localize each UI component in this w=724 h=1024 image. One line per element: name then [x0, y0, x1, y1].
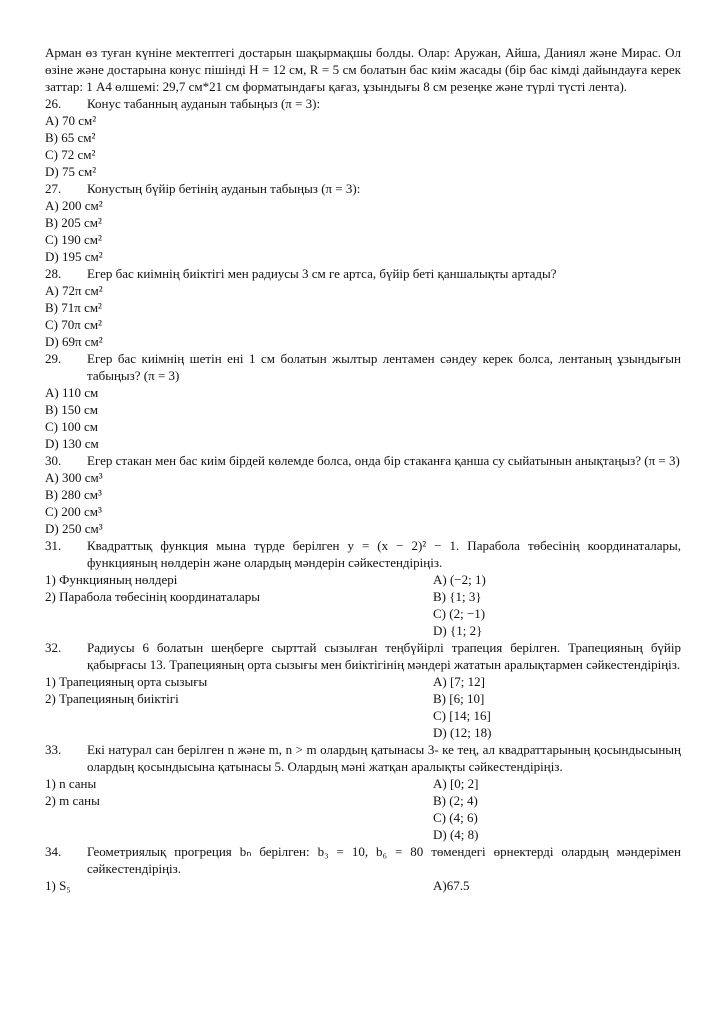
question-text: Радиусы 6 болатын шеңберге сырттай сызылған теңбүйірлі трапеция берілген. Трапецияның бүйір қабырғасы 13. Трапецияның орта сызығы мен биіктігінің мәндері жататын аралықтармен сәйкестендіріңіз. [87, 640, 681, 672]
answer-option: C) 200 см³ [45, 504, 102, 519]
answer-option: C) 72 см² [45, 147, 96, 162]
matching-list [45, 537, 681, 894]
answer-option: A) 110 см [45, 385, 99, 400]
left-item [45, 809, 433, 826]
question-text: Екі натурал сан берілген n және m, n > m олардың қатынасы 3- ке тең, ал квадраттарының қосындысының олардың қосындысына қатынасы 5. Олардың мәні жатқан аралықты сәйкестендіріңіз. [87, 742, 681, 774]
question-text: Егер бас киімнің биіктігі мен радиусы 3 см ге артса, бүйір беті қаншалықты артады? [87, 266, 557, 281]
question-number: 31. [45, 538, 62, 553]
question-text: Квадраттық функция мына түрде берілген y = (x − 2)² − 1. Парабола төбесінің координаталары, функцияның нөлдерін және олардың мәндерін сәйкестендіріңіз. [87, 538, 681, 570]
right-column [433, 877, 681, 894]
question-26 [45, 95, 681, 112]
answer-option: A) 200 см² [45, 198, 103, 213]
question-number: 29. [45, 351, 62, 366]
question-text: Геометриялық прогреция bₙ берілген: b₃ = 10, b₆ = 80 төмендегі өрнектерді олардың мәндерімен сәйкестендіріңіз. [87, 844, 681, 876]
question-29 [45, 350, 681, 384]
right-item: C) [14; 16] [433, 708, 491, 723]
answer-option: D) 195 см² [45, 249, 103, 264]
question-number: 33. [45, 742, 62, 757]
matching-question-31 [45, 537, 681, 571]
question-number: 34. [45, 844, 62, 859]
document-page [45, 44, 681, 894]
right-item: D) {1; 2} [433, 623, 483, 638]
question-number: 28. [45, 266, 62, 281]
left-item: 1) n саны [45, 776, 97, 791]
answer-option: C) 100 см [45, 419, 98, 434]
answer-option: A) 70 см² [45, 113, 97, 128]
right-item: B) [6; 10] [433, 691, 485, 706]
left-item [45, 707, 433, 724]
question-list [45, 95, 681, 537]
left-item: 2) Парабола төбесінің координаталары [45, 589, 260, 604]
question-28 [45, 265, 681, 282]
question-text: Егер бас киімнің шетін ені 1 см болатын жылтыр лентамен сәндеу керек болса, лентаның ұзындығын табыңыз? (π = 3) [87, 351, 681, 383]
answer-option: C) 190 см² [45, 232, 102, 247]
right-item: C) (2; −1) [433, 606, 486, 621]
answer-option: B) 65 см² [45, 130, 96, 145]
answer-option: A) 300 см³ [45, 470, 103, 485]
question-text: Конустың бүйір бетінің ауданын табыңыз (π = 3): [87, 181, 361, 196]
question-text: Егер стакан мен бас киім бірдей көлемде болса, онда бір стаканға қанша су сыйатынын анықтаңыз? (π = 3) [87, 453, 680, 468]
answer-option: A) 72π см² [45, 283, 103, 298]
right-item: A) (−2; 1) [433, 572, 486, 587]
answer-option: C) 70π см² [45, 317, 102, 332]
question-number: 26. [45, 96, 62, 111]
question-number: 30. [45, 453, 62, 468]
answer-option: D) 130 см [45, 436, 99, 451]
right-column [433, 673, 681, 741]
left-item: 2) Трапецияның биіктігі [45, 691, 179, 706]
left-column [45, 673, 433, 741]
matching-columns [45, 775, 681, 843]
question-number: 32. [45, 640, 62, 655]
right-item: A) [0; 2] [433, 776, 479, 791]
answer-option: B) 205 см² [45, 215, 102, 230]
right-column [433, 775, 681, 843]
right-item: A)67.5 [433, 878, 470, 893]
left-item: 1) Функцияның нөлдері [45, 572, 178, 587]
left-item: 1) Трапецияның орта сызығы [45, 674, 208, 689]
matching-columns [45, 673, 681, 741]
question-text: Конус табанның ауданын табыңыз (π = 3): [87, 96, 321, 111]
left-item: 2) m саны [45, 793, 100, 808]
matching-question-33 [45, 741, 681, 775]
right-item: B) (2; 4) [433, 793, 478, 808]
right-item: C) (4; 6) [433, 810, 478, 825]
answer-option: D) 75 см² [45, 164, 97, 179]
question-number: 27. [45, 181, 62, 196]
left-column [45, 571, 433, 639]
left-column [45, 877, 433, 894]
right-item: B) {1; 3} [433, 589, 482, 604]
answer-option: D) 69π см² [45, 334, 103, 349]
answer-option: B) 150 см [45, 402, 98, 417]
right-column [433, 571, 681, 639]
left-column [45, 775, 433, 843]
left-item [45, 826, 433, 843]
right-item: D) (12; 18) [433, 725, 492, 740]
matching-columns [45, 877, 681, 894]
matching-question-34 [45, 843, 681, 877]
question-27 [45, 180, 681, 197]
question-30 [45, 452, 681, 469]
matching-question-32 [45, 639, 681, 673]
answer-option: D) 250 см³ [45, 521, 103, 536]
left-item [45, 724, 433, 741]
right-item: D) (4; 8) [433, 827, 479, 842]
left-item: 1) S₅ [45, 878, 71, 893]
matching-columns [45, 571, 681, 639]
right-item: A) [7; 12] [433, 674, 485, 689]
answer-option: B) 71π см² [45, 300, 102, 315]
left-item [45, 622, 433, 639]
intro-paragraph: Арман өз туған күніне мектептегі достарын шақырмақшы болды. Олар: Аружан, Айша, Даниял және Мирас. Ол өзіне және достарына конус пішінді H = 12 см, R = 5 см болатын бас киім жасады (бір бас кімді дайындауға керек заттар: 1 А4 өлшемі: 29,7 см*21 см форматындағы қағаз, ұзындығы 8 см резеңке және түрлі түсті лента). [45, 45, 681, 94]
left-item [45, 605, 433, 622]
answer-option: B) 280 см³ [45, 487, 102, 502]
